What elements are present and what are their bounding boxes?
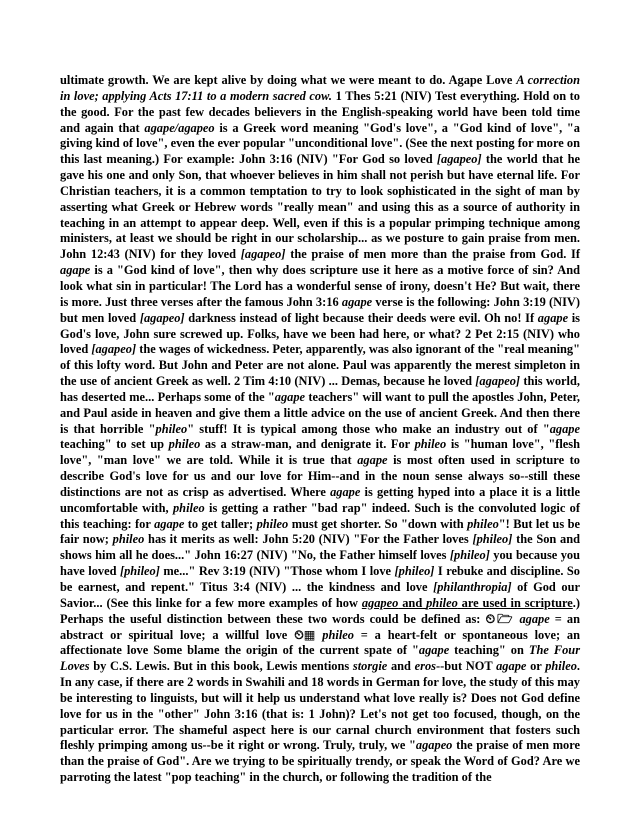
text-run: is getting hyped into a place it is a little uncomfortable with,	[60, 484, 580, 515]
text-run: and	[398, 595, 427, 610]
text-run: agape	[330, 484, 361, 499]
text-run: phileo	[112, 532, 145, 547]
text-run: " stuff! It is typical among those who make an industry out of "	[187, 421, 550, 436]
text-run: is "human love", "flesh love", "man love" we are told. While it is true that	[60, 437, 580, 468]
text-run: you because you have loved	[60, 548, 580, 579]
text-run: must get shorter. So "down with	[288, 516, 468, 531]
text-run: I rebuke and discipline. So be earnest, and repent." Titus 3:4 (NIV) ... the kindness and love	[60, 564, 580, 594]
text-run: phileo	[168, 437, 201, 452]
text-run: to get taller;	[184, 516, 257, 531]
text-run: --but NOT	[435, 659, 497, 674]
text-run: has it merits as well: John 5:20 (NIV) "For the Father loves	[144, 532, 473, 547]
text-run: agape	[549, 421, 580, 436]
text-run: is a Greek word meaning "God's love", a "God kind of love", "a giving kind of love", even the ever popular "unconditional love". (See the next posting for more on this last meaning.) For example: John 3:16 (NIV) "For God so loved	[60, 120, 580, 167]
text-run: agape	[341, 294, 373, 309]
text-run: and	[387, 659, 415, 674]
text-run: phileo	[467, 516, 499, 531]
text-run: of God our Savior... (See this linke for a few more examples of how	[60, 580, 580, 610]
text-run: agape	[274, 389, 306, 404]
link-text[interactable]	[398, 596, 426, 610]
text-run: is a "God kind of love", then why does scripture use it here as a motive force of sin? And look what sin in particular! The Lord has a wonderful sense of irony, doesn't He? But wait, there is more. Just three verses after the famous John 3:16	[60, 263, 580, 309]
text-run: is getting a rather "bad rap" indeed. Such is the convoluted logic of this teaching: for	[60, 500, 580, 531]
text-run: phileo	[414, 437, 447, 452]
text-run: = an abstract or spiritual love; a willful love ⏲▦	[60, 611, 581, 642]
text-run: phileo	[172, 500, 205, 515]
text-run: the praise of men more than the praise from God. If	[285, 247, 580, 262]
text-run: [agapeo]	[436, 152, 482, 167]
text-run: .) Perhaps the useful distinction between these two words could be defined as: ⏲🗁	[60, 595, 580, 626]
text-run: me..." Rev 3:19 (NIV) "Those whom I love	[159, 564, 395, 579]
text-run: is most often used in scripture to describe God's love for us and our love for Him--and in the noun sense always so--still these distinctions are not as crisp as advertised. Where	[60, 453, 580, 499]
text-run: by C.S. Lewis. But in this book, Lewis mentions	[89, 659, 353, 674]
text-run: phileo	[155, 421, 188, 436]
text-run: A correction in love; applying Acts 17:11 to a modern sacred cow.	[60, 73, 580, 103]
text-run: teaching" to set up	[60, 437, 169, 452]
text-run: [agapeo]	[139, 310, 185, 325]
text-run: teaching" on	[449, 643, 529, 658]
text-run: agapeo	[361, 595, 399, 610]
text-run: The Four Loves	[60, 643, 581, 674]
text-run: agape	[357, 453, 388, 468]
text-run: [phileo]	[119, 564, 160, 579]
text-run: teachers" will want to pull the apostles John, Peter, and Paul aside in heaven and give them a little advice on the use of ancient Greek. And then there is that horrible "	[60, 389, 580, 436]
link-text[interactable]	[426, 596, 458, 610]
text-run: . In any case, if there are 2 words in Swahili and 18 words in German for love, the study of this may be interesting to linguists, but will it help us understand what love really is? Does not God define love for us in the "other" John 3:16 (that is: 1 John)? Let's not get too focused, though, on the particular error. The shameful aspect here is our carnal church environment that fosters such fleshly primping among us--be it right or wrong. Truly, truly, we "	[60, 659, 580, 753]
text-run: agape	[496, 659, 527, 674]
link-text[interactable]	[362, 596, 398, 610]
text-run: storgie	[352, 659, 388, 674]
text-run: agape	[537, 310, 569, 325]
text-run: "! But let us be fair now;	[60, 516, 580, 547]
text-run: ultimate growth. We are kept alive by doing what we were meant to do. Agape Love	[60, 73, 517, 87]
text-run: agape	[60, 263, 91, 278]
text-run: the wages of wickedness. Peter, apparently, was also ignorant of the "real meaning" of this lofty word. But John and Peter are not alone. Paul was apparently the merest simpleton in the use of ancient Greek as well. 2 Tim 4:10 (NIV) ... Demas, because he loved	[60, 342, 580, 389]
text-run: is God's love, John sure screwed up. Folks, have we been had here, or what? 2 Pet 2:15 (NIV) who loved	[60, 310, 581, 357]
text-run: [agapeo]	[240, 247, 286, 262]
text-run: [phileo]	[449, 548, 490, 563]
text-run: agape	[418, 643, 450, 658]
text-run: [agapeo]	[475, 374, 521, 389]
text-run: agape/agapeo	[144, 120, 215, 135]
text-run: 1 Thes 5:21 (NIV) Test everything. Hold on to the good. For the past few decades believers in the English-speaking world have been told time and again that	[60, 88, 580, 135]
text-run: the praise of men more than the praise of God". Are we trying to be spiritually trendy, or speak the Word of God? Are we parroting the latest "pop teaching" in the church, or following the tradition of the	[60, 738, 580, 785]
text-run: [phileo]	[394, 564, 435, 579]
text-run: phileo	[545, 659, 577, 674]
text-run: the world that he gave his one and only Son, that whoever believes in him shall not perish but have eternal life. For Christian teachers, it is a common temptation to try to look sophisticated in the sight of man by asserting what Greek or Hebrew words "really mean" and using this as a source of authority in teaching in an attempt to appear deep. Well, even if this is a popular primping technique among ministers, at least we should be right in our scholarship... as we posture to gain praise from men. John 12:43 (NIV) for they loved	[60, 152, 580, 262]
text-run: or	[526, 659, 546, 674]
link-text[interactable]	[458, 596, 573, 610]
text-run: phileo	[256, 516, 289, 531]
text-run: are used in scripture	[457, 595, 573, 610]
text-run: darkness instead of light because their deeds were evil. Oh no! If	[184, 310, 538, 325]
text-run: = a heart-felt or spontaneous love; an affectionate love Some blame the origin of the current spate of "	[60, 627, 580, 658]
text-run: agape	[154, 516, 185, 531]
text-run: [philanthropia]	[433, 580, 512, 594]
text-run: verse is the following: John 3:19 (NIV) but men loved	[60, 294, 580, 325]
text-run: agape	[519, 611, 550, 626]
text-run: as a straw-man, and denigrate it. For	[200, 437, 415, 452]
text-run: agapeo	[415, 738, 453, 753]
text-run: phileo	[322, 627, 354, 642]
text-run: phileo	[426, 595, 458, 610]
body-text	[60, 73, 580, 786]
text-run: this world, has deserted me... Perhaps some of the "	[60, 374, 580, 404]
text-run: the Son and shows him all he does..." John 16:27 (NIV) "No, the Father himself loves	[60, 532, 581, 563]
text-run: [phileo]	[472, 532, 513, 547]
text-run: eros	[414, 659, 436, 674]
text-run: [agapeo]	[91, 342, 137, 357]
